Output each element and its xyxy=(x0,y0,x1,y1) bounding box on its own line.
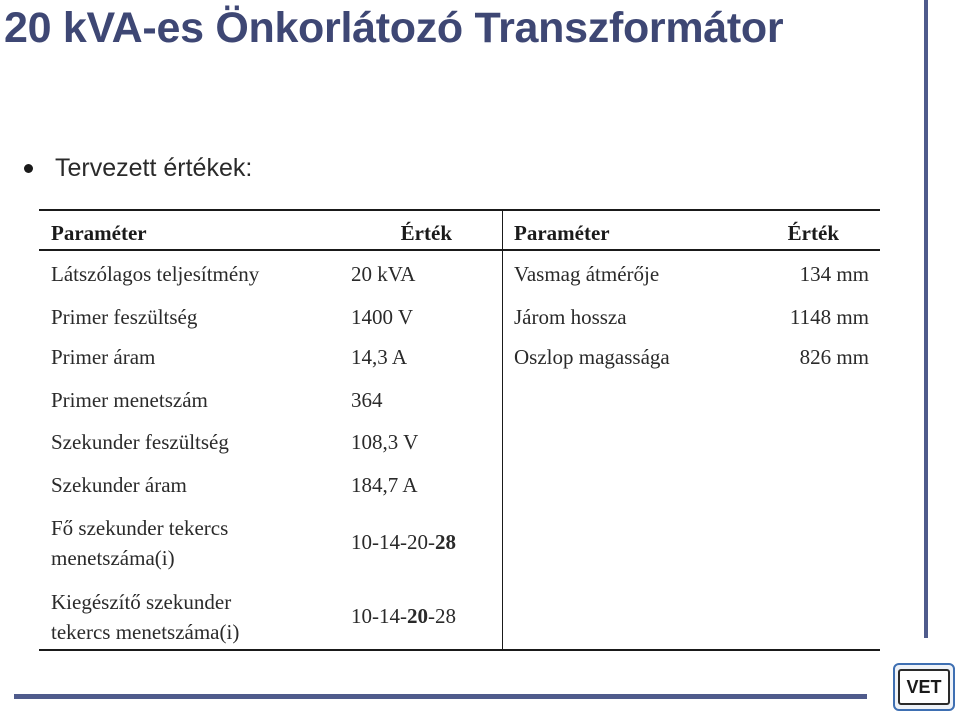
page-title: 20 kVA-es Önkorlátozó Transzformátor xyxy=(4,4,784,52)
value-secondary-voltage: 108,3 V xyxy=(351,430,419,454)
value-aux-secondary-turns: 10-14-20-28 xyxy=(351,604,456,628)
value-primary-voltage: 1400 V xyxy=(351,305,414,329)
value-apparent-power: 20 kVA xyxy=(351,262,416,286)
param-yoke-length: Járom hossza xyxy=(514,305,627,329)
parameters-table xyxy=(39,209,880,651)
param-secondary-voltage: Szekunder feszültség xyxy=(51,430,229,454)
bullet-text: Tervezett értékek: xyxy=(55,153,253,182)
header-value-left: Érték xyxy=(400,221,452,245)
value-primary-current: 14,3 A xyxy=(351,345,408,369)
vet-logo-text: VET xyxy=(898,669,950,705)
param-secondary-current: Szekunder áram xyxy=(51,473,187,497)
table-column-divider xyxy=(502,209,503,651)
value-yoke-length: 1148 mm xyxy=(789,305,869,329)
bullet-icon xyxy=(24,164,33,173)
param-aux-secondary-turns-line1: Kiegészítő szekunder xyxy=(51,590,232,614)
vet-logo xyxy=(893,663,955,711)
param-primary-turns: Primer menetszám xyxy=(51,388,208,412)
param-primary-current: Primer áram xyxy=(51,345,156,369)
bullet-item xyxy=(24,150,252,186)
param-apparent-power: Látszólagos teljesítmény xyxy=(51,262,260,286)
table-bottom-border xyxy=(39,649,880,651)
value-core-diameter: 134 mm xyxy=(799,262,869,286)
header-value-right: Érték xyxy=(787,221,839,245)
param-core-diameter: Vasmag átmérője xyxy=(514,262,660,286)
value-secondary-current: 184,7 A xyxy=(351,473,418,497)
header-parameter-right: Paraméter xyxy=(514,221,610,245)
table-top-border xyxy=(39,209,880,211)
param-main-secondary-turns-line1: Fő szekunder tekercs xyxy=(51,516,229,540)
table-header-border xyxy=(39,249,880,251)
header-parameter-left: Paraméter xyxy=(51,221,147,245)
param-main-secondary-turns-line2: menetszáma(i) xyxy=(51,546,175,570)
value-main-secondary-turns: 10-14-20-28 xyxy=(351,530,456,554)
value-column-height: 826 mm xyxy=(799,345,869,369)
value-primary-turns: 364 xyxy=(351,388,383,412)
horizontal-rule xyxy=(14,694,867,699)
vertical-rule xyxy=(924,0,928,638)
param-column-height: Oszlop magassága xyxy=(514,345,670,369)
param-aux-secondary-turns-line2: tekercs menetszáma(i) xyxy=(51,620,240,644)
param-primary-voltage: Primer feszültség xyxy=(51,305,198,329)
